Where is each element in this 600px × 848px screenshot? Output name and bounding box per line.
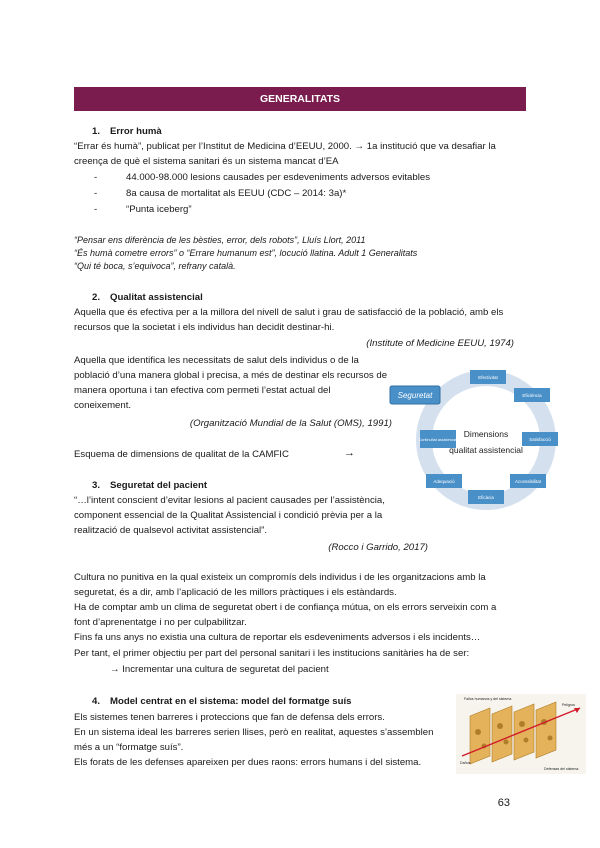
box-label: Adequació <box>433 479 455 484</box>
s3-quote: “…l’intent conscient d’evitar lesions al pacient causades per l’assistència, component essencial de la Qualitat Assistencial i condició prèvia per a la realització de qualsevol activitat assistencial”. <box>74 495 385 536</box>
box-label: Accessibilitat <box>514 479 542 484</box>
s2-paragraph-2: Aquella que identifica les necessitats de salut dels individus o de la població d’una manera global i precisa, a més de destinar els recursos de manera oportuna i tan efectiva com permeti l’estat actual del coneixement. <box>74 355 388 411</box>
citation: (Organització Mundial de la Salut (OMS), 1991) <box>189 418 392 429</box>
s3-objective: → Incrementar una cultura de seguretat del pacient <box>110 664 329 675</box>
quality-dimensions-diagram <box>386 364 562 520</box>
s3-paragraph-1: Cultura no punitiva en la qual existeix un compromís dels individus i de les organitzacions amb la seguretat, és a dir, amb l’aplicació de les millors pràctiques i els estàndards. <box>74 572 486 598</box>
box-label: Seguretat <box>397 391 433 400</box>
swiss-cheese-image <box>456 694 586 774</box>
arrow-icon: → <box>344 447 355 459</box>
page-number: 63 <box>497 797 510 809</box>
s1-paragraph: “Errar és humà”, publicat per l’Institut de Medicina d’EEUU, 2000. → 1a institució que va desafiar la creença de què el sistema sanitari és un sistema mancat d’EA <box>74 141 496 167</box>
box-label: Eficiència <box>522 393 542 398</box>
citation: (Rocco i Garrido, 2017) <box>328 542 428 553</box>
bullet-item: - 44.000-98.000 lesions causades per esdeveniments adversos evitables <box>94 172 430 183</box>
img-label: Daños <box>460 761 471 765</box>
s2-paragraph-1: Aquella que és efectiva per a la millora del nivell de salut i grau de satisfacció de la població, amb els recursos que la societat i els individus han decidit destinar-hi. <box>74 307 504 333</box>
s3-paragraph-2: Ha de comptar amb un clima de seguretat obert i de confiança mútua, on els errors serveixin com a font d’aprenentatge i no per culpabilitzar. <box>74 602 497 628</box>
img-label: Peligros <box>562 703 575 707</box>
scheme-caption: Esquema de dimensions de qualitat de la CAMFIC <box>74 449 289 460</box>
s3-paragraph-3: Fins fa uns anys no existia una cultura de reportar els esdeveniments adversos i els incidents… <box>74 632 481 643</box>
s4-paragraph: Els sistemes tenen barreres i proteccions que fan de defensa dels errors. En un sistema ideal les barreres serien llises, però en realitat, aquestes s’assemblen més a un “formatge suís”. Els forats de les defenses apareixen per dues raons: errors humans i del sistema. <box>74 712 434 768</box>
heading-formatge-suis: 4. Model centrat en el sistema: model del formatge suís <box>92 696 352 707</box>
quotes-block: “Pensar ens diferència de les bèsties, error, dels robots”, Lluís Llort, 2011 “És humà cometre errors” o “Errare humanum est”, locució llatina. Adult 1 Generalitats “Qui té boca, s’equivoca”, refrany català. <box>74 235 418 271</box>
diagram-center-line1: Dimensions <box>463 429 509 439</box>
heading-seguretat: 3. Seguretat del pacient <box>92 480 208 491</box>
heading-error-huma: 1. Error humà <box>92 126 162 137</box>
section-banner: GENERALITATS <box>74 87 526 111</box>
box-label: Eficàcia <box>478 495 494 500</box>
img-label: Defensas del sistema <box>544 767 579 771</box>
box-label: Efectivitat <box>478 375 498 380</box>
heading-qualitat: 2. Qualitat assistencial <box>92 292 203 303</box>
bullet-item: - “Punta iceberg” <box>94 204 192 215</box>
s3-paragraph-4: Per tant, el primer objectiu per part del personal sanitari i les institucions sanitàries ha de ser: <box>74 648 470 659</box>
box-label: Satisfacció <box>529 437 551 442</box>
citation: (Institute of Medicine EEUU, 1974) <box>366 338 514 349</box>
box-label: Continuïtat assistencial <box>418 438 458 442</box>
bullet-item: - 8a causa de mortalitat als EEUU (CDC – 2014: 3a)* <box>94 188 347 199</box>
img-label: Fallos humanos y del sistema <box>464 697 512 701</box>
diagram-center-line2: qualitat assistencial <box>449 445 523 455</box>
